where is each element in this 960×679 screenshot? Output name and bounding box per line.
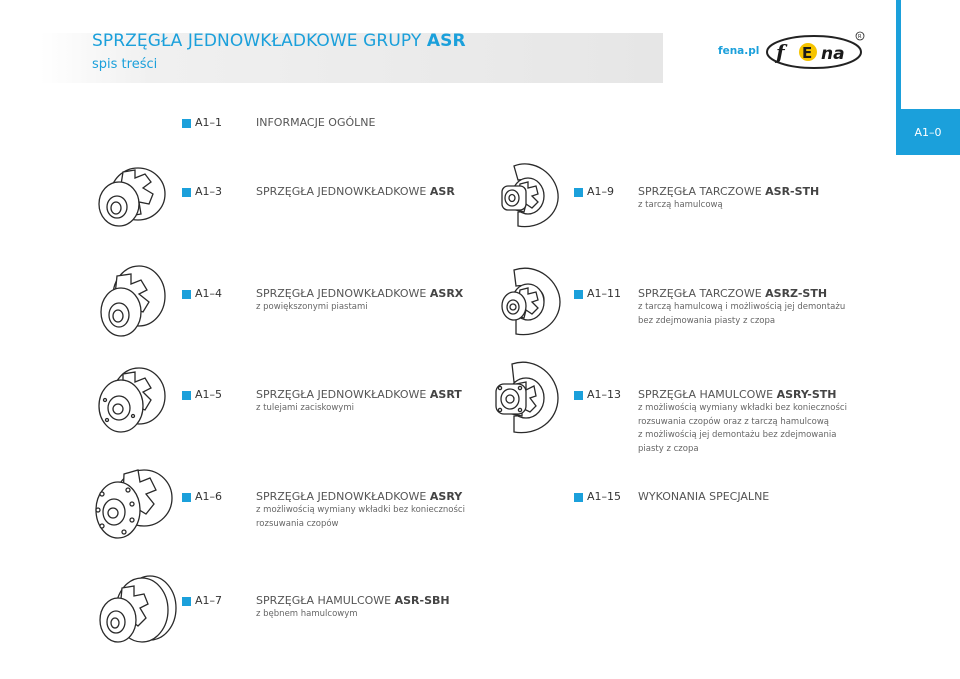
bullet-square-icon xyxy=(182,119,191,128)
bullet-square-icon xyxy=(182,290,191,299)
entry-code: A1–7 xyxy=(195,594,223,607)
site-url[interactable]: fena.pl xyxy=(718,45,760,57)
entry-title[interactable]: SPRZĘGŁA HAMULCOWE ASRY-STH xyxy=(638,388,837,401)
bullet-square-icon xyxy=(182,188,191,197)
svg-text:E: E xyxy=(802,44,813,62)
asr-coupling-illustration xyxy=(93,160,168,235)
entry-description: z tarczą hamulcową xyxy=(638,200,723,210)
entry-code: A1–4 xyxy=(195,287,223,300)
entry-title[interactable]: SPRZĘGŁA HAMULCOWE ASR-SBH xyxy=(256,594,450,607)
entry-description: z tulejami zaciskowymi xyxy=(256,403,354,413)
entry-code: A1–5 xyxy=(195,388,223,401)
page-number-tab: A1–0 xyxy=(896,109,960,155)
asr-sbh-coupling-illustration xyxy=(92,570,182,655)
entry-code: A1–6 xyxy=(195,490,223,503)
entry-code: A1–1 xyxy=(195,116,223,129)
entry-title[interactable]: INFORMACJE OGÓLNE xyxy=(256,116,376,129)
toc-subtitle: spis treści xyxy=(92,57,158,72)
fena-logo xyxy=(766,30,866,70)
bullet-square-icon xyxy=(182,493,191,502)
asry-coupling-illustration xyxy=(88,460,178,545)
asr-sth-coupling-illustration xyxy=(494,156,569,236)
entry-description: z powiększonymi piastami xyxy=(256,302,368,312)
entry-code: A1–15 xyxy=(587,490,622,503)
asrx-coupling-illustration xyxy=(95,262,170,342)
entry-description: z możliwością wymiany wkładki bez konieczności rozsuwania czopów xyxy=(256,505,465,529)
entry-description: z możliwością wymiany wkładki bez konieczności rozsuwania czopów oraz z tarczą hamulcową z możliwością jej demontażu bez zdejmowania piasty z czopa xyxy=(638,403,847,454)
entry-description: z tarczą hamulcową i możliwością jej demontażu bez zdejmowania piasty z czopa xyxy=(638,302,846,326)
asrt-coupling-illustration xyxy=(93,360,168,438)
entry-code: A1–13 xyxy=(587,388,622,401)
entry-title[interactable]: SPRZĘGŁA JEDNOWKŁADKOWE ASR xyxy=(256,185,455,198)
entry-title[interactable]: SPRZĘGŁA TARCZOWE ASR-STH xyxy=(638,185,820,198)
svg-text:f: f xyxy=(776,40,785,64)
bullet-square-icon xyxy=(574,391,583,400)
side-accent-strip xyxy=(896,0,901,109)
entry-title[interactable]: SPRZĘGŁA JEDNOWKŁADKOWE ASRX xyxy=(256,287,464,300)
bullet-square-icon xyxy=(574,188,583,197)
entry-title[interactable]: WYKONANIA SPECJALNE xyxy=(638,490,770,503)
entry-title[interactable]: SPRZĘGŁA JEDNOWKŁADKOWE ASRT xyxy=(256,388,462,401)
svg-text:na: na xyxy=(821,44,845,64)
bullet-square-icon xyxy=(182,597,191,606)
entry-code: A1–11 xyxy=(587,287,622,300)
asrz-sth-coupling-illustration xyxy=(494,262,569,342)
entry-code: A1–9 xyxy=(587,185,615,198)
entry-code: A1–3 xyxy=(195,185,223,198)
bullet-square-icon xyxy=(574,493,583,502)
entry-title[interactable]: SPRZĘGŁA JEDNOWKŁADKOWE ASRY xyxy=(256,490,463,503)
asry-sth-coupling-illustration xyxy=(488,356,568,441)
page-title: SPRZĘGŁA JEDNOWKŁADKOWE GRUPY ASR xyxy=(92,31,466,51)
entry-title[interactable]: SPRZĘGŁA TARCZOWE ASRZ-STH xyxy=(638,287,828,300)
bullet-square-icon xyxy=(574,290,583,299)
registered-mark: R xyxy=(858,34,862,40)
bullet-square-icon xyxy=(182,391,191,400)
entry-description: z bębnem hamulcowym xyxy=(256,609,358,619)
